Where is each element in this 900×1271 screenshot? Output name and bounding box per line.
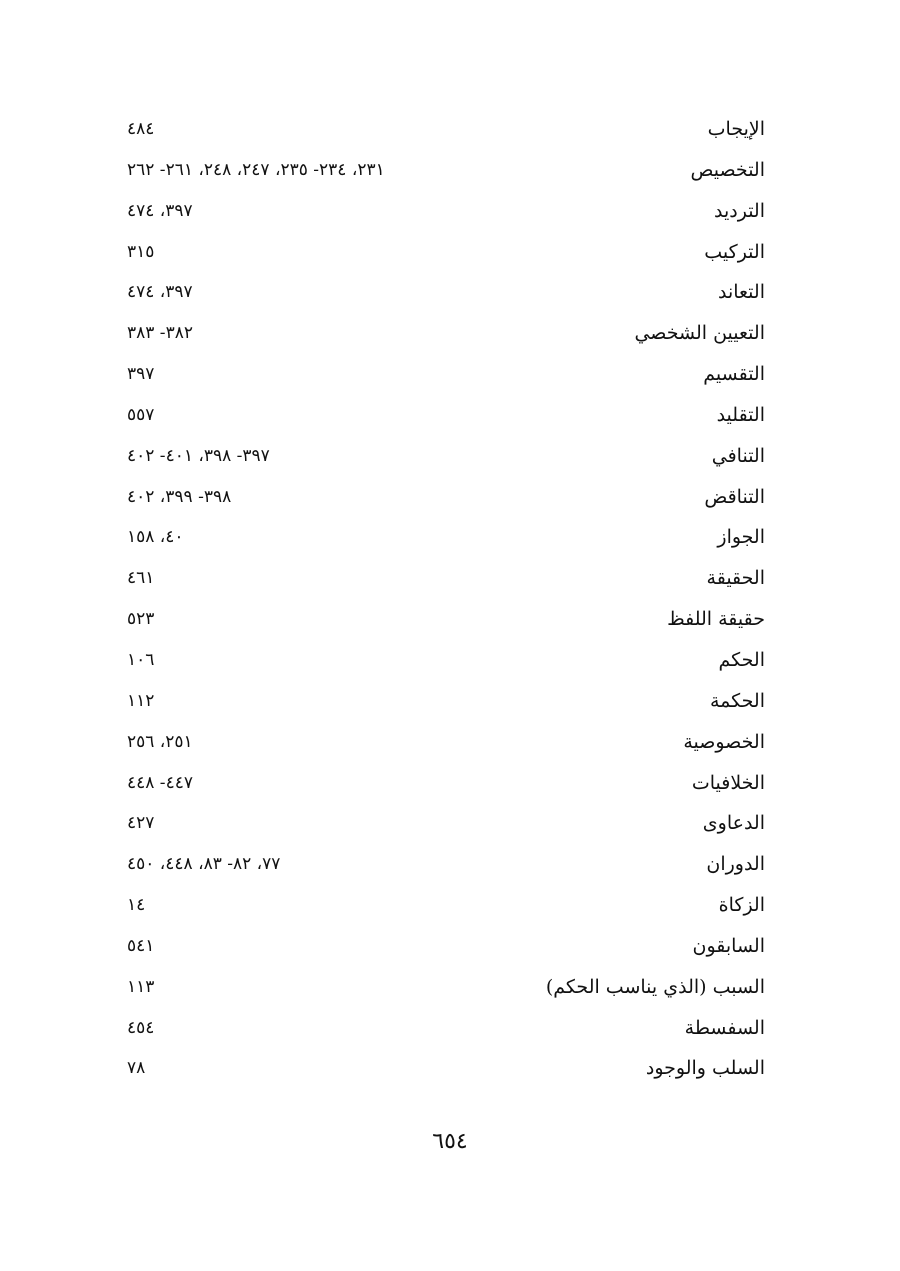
index-entry (127, 191, 765, 232)
index-term: السابقون (692, 934, 765, 957)
index-entry (127, 109, 765, 150)
index-entry (127, 803, 765, 844)
index-entry (127, 1048, 765, 1089)
index-pages: ٥٤١ (127, 935, 155, 956)
index-entry (127, 967, 765, 1008)
index-term: التقليد (716, 403, 765, 426)
index-term: الترديد (713, 199, 765, 222)
index-pages: ٣٩٨- ٣٩٩، ٤٠٢ (127, 486, 232, 507)
index-pages: ٣٨٢- ٣٨٣ (127, 323, 193, 344)
index-term: الحقيقة (706, 567, 765, 590)
index-term: التخصيص (690, 158, 765, 181)
index-term: الزكاة (718, 894, 765, 917)
index-term: التركيب (704, 240, 765, 263)
index-entry (127, 681, 765, 722)
index-entry (127, 558, 765, 599)
index-entry (127, 517, 765, 558)
index-term: التناقض (704, 485, 765, 508)
index-pages: ٤٤٧- ٤٤٨ (127, 772, 193, 793)
index-term: الحكم (718, 648, 765, 671)
index-entry (127, 926, 765, 967)
index-pages: ٣١٥ (127, 241, 155, 262)
index-entry (127, 395, 765, 436)
index-entry (127, 232, 765, 273)
index-term: الحكمة (710, 689, 765, 712)
index-term: السفسطة (684, 1016, 765, 1039)
index-pages: ٤٦١ (127, 568, 155, 589)
index-term: التنافي (711, 444, 765, 467)
index-pages: ٢٣١، ٢٣٤- ٢٣٥، ٢٤٧، ٢٤٨، ٢٦١- ٢٦٢ (127, 159, 385, 180)
index-pages: ١١٢ (127, 690, 155, 711)
index-pages: ٣٩٧، ٤٧٤ (127, 200, 193, 221)
index-pages: ١١٣ (127, 976, 155, 997)
index-term: التعيين الشخصي (634, 322, 765, 345)
index-term: الخصوصية (683, 730, 765, 753)
index-term: الجواز (717, 526, 765, 549)
index-entry (127, 844, 765, 885)
index-pages: ٥٥٧ (127, 404, 155, 425)
index-pages: ٤٥٤ (127, 1017, 155, 1038)
index-pages: ٧٧، ٨٢- ٨٣، ٤٤٨، ٤٥٠ (127, 854, 281, 875)
index-entry (127, 885, 765, 926)
index-entry (127, 640, 765, 681)
index-pages: ٥٢٣ (127, 609, 155, 630)
index-pages: ٤٠، ١٥٨ (127, 527, 184, 548)
index-entry (127, 477, 765, 518)
index-list (127, 109, 765, 1089)
index-term: الإيجاب (707, 118, 765, 140)
index-entry (127, 599, 765, 640)
index-entry (127, 436, 765, 477)
index-entry (127, 272, 765, 313)
index-term: التعاند (717, 281, 765, 304)
index-term: الخلافيات (691, 771, 765, 794)
index-term: الدوران (706, 853, 765, 876)
index-entry (127, 1008, 765, 1049)
index-pages: ١٤ (127, 895, 146, 916)
index-pages: ٧٨ (127, 1058, 146, 1079)
index-entry (127, 722, 765, 763)
index-term: السلب والوجود (645, 1057, 765, 1080)
index-term: السبب (الذي يناسب الحكم) (545, 975, 765, 998)
index-term: الدعاوى (702, 812, 765, 835)
page-number: ٦٥٤ (432, 1129, 468, 1154)
index-pages: ١٠٦ (127, 649, 155, 670)
index-pages: ٢٥١، ٢٥٦ (127, 731, 193, 752)
index-entry (127, 354, 765, 395)
index-pages: ٤٢٧ (127, 813, 155, 834)
index-entry (127, 150, 765, 191)
index-pages: ٣٩٧ (127, 364, 155, 385)
index-term: التقسيم (703, 363, 765, 386)
index-pages: ٣٩٧- ٣٩٨، ٤٠١- ٤٠٢ (127, 445, 270, 466)
index-term: حقيقة اللفظ (667, 608, 765, 631)
index-pages: ٤٨٤ (127, 119, 155, 139)
index-entry (127, 313, 765, 354)
index-entry (127, 763, 765, 804)
index-pages: ٣٩٧، ٤٧٤ (127, 282, 193, 303)
